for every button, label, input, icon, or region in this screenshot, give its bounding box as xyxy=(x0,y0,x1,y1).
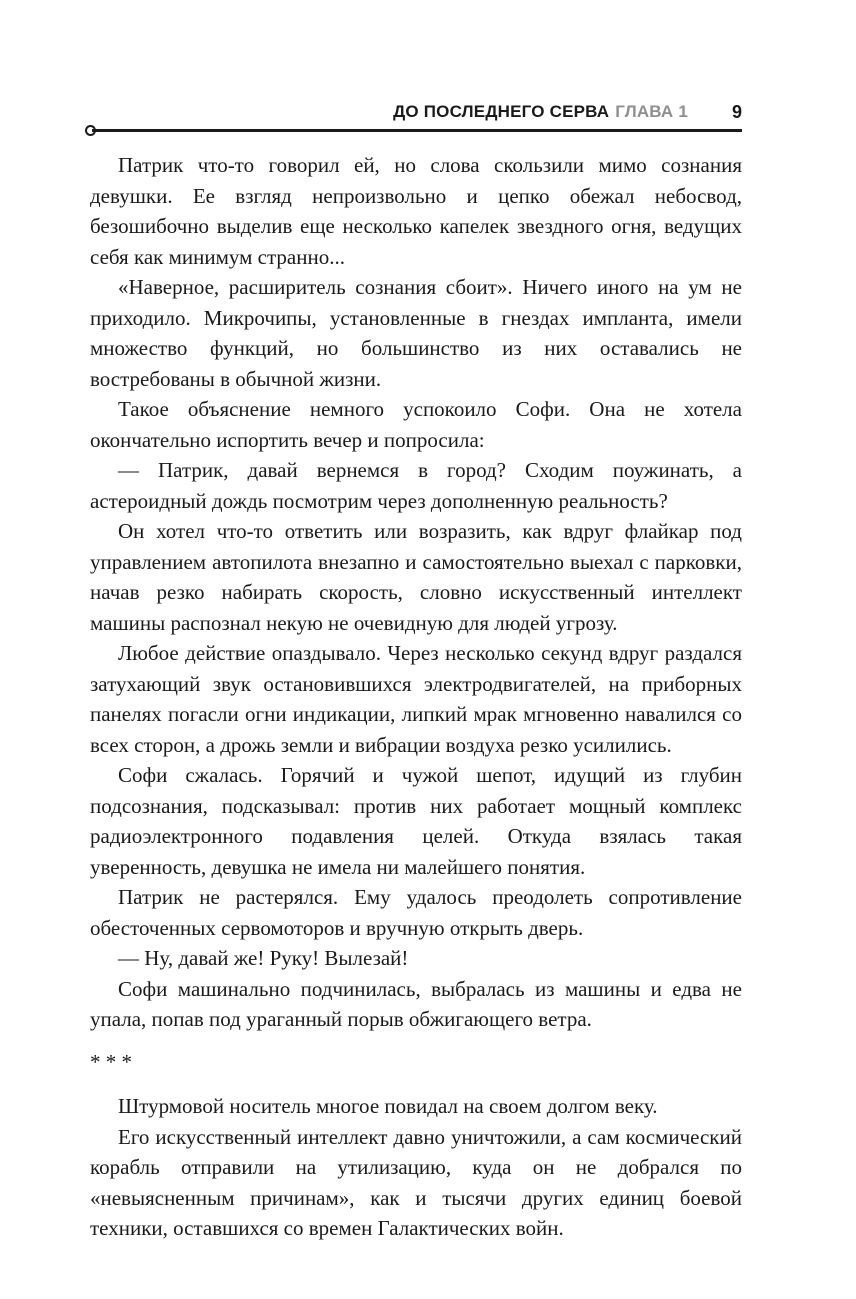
paragraph: Он хотел что-то ответить или возразить, как вдруг флайкар под управлением автопилота внезапно и самостоятельно выехал с парковки, начав резко набирать скорость, словно искусственный интеллект машины распознал некую не очевидную для людей угрозу. xyxy=(90,519,742,635)
header-rule xyxy=(92,129,742,132)
paragraph: Софи машинально подчинилась, выбралась из машины и едва не упала, попав под ураганный порыв обжигающего ветра. xyxy=(90,976,742,1031)
paragraph: Любое действие опаздывало. Через несколько секунд вдруг раздался затухающий звук остановившихся электродвигателей, на приборных панелях погасли огни индикации, липкий мрак мгновенно навалился со всех сторон, а дрожь земли и вибрации воздуха резко усилились. xyxy=(90,641,742,757)
book-title: ДО ПОСЛЕДНЕГО СЕРВА xyxy=(393,102,610,121)
running-head-title xyxy=(393,100,688,124)
section-separator: * * * xyxy=(90,1049,132,1074)
page-number: 9 xyxy=(731,102,742,122)
chapter-label: ГЛАВА 1 xyxy=(615,102,688,121)
paragraph: Его искусственный интеллект давно уничтожили, а сам космический корабль отправили на утилизацию, куда он не добрался по «невыясненным причинам», как и тысячи других единиц боевой техники, оставшихся со времен Галактических войн. xyxy=(90,1124,742,1240)
dialogue-line: — Патрик, давай вернемся в город? Сходим поужинать, а астероидный дождь посмотрим через дополненную реальность? xyxy=(90,458,742,513)
dialogue-line: — Ну, давай же! Руку! Вылезай! xyxy=(118,946,409,970)
paragraph: Патрик не растерялся. Ему удалось преодолеть сопротивление обесточенных сервомоторов и вручную открыть дверь. xyxy=(90,885,742,940)
paragraph: «Наверное, расширитель сознания сбоит». Ничего иного на ум не приходило. Микрочипы, установленные в гнездах импланта, имели множество функций, но большинство из них оставались не востребованы в обычной жизни. xyxy=(90,275,742,391)
running-head xyxy=(90,100,742,124)
paragraph: Патрик что-то говорил ей, но слова скользили мимо сознания девушки. Ее взгляд непроизвольно и цепко обежал небосвод, безошибочно выделив еще несколько капелек звездного огня, ведущих себя как минимум странно... xyxy=(90,153,742,269)
paragraph: Софи сжалась. Горячий и чужой шепот, идущий из глубин подсознания, подсказывал: против них работает мощный комплекс радиоэлектронного подавления целей. Откуда взялась такая уверенность, девушка не имела ни малейшего понятия. xyxy=(90,763,742,879)
body-text xyxy=(90,150,742,1244)
paragraph: Такое объяснение немного успокоило Софи. Она не хотела окончательно испортить вечер и попросила: xyxy=(90,397,742,452)
paragraph: Штурмовой носитель многое повидал на своем долгом веку. xyxy=(118,1094,658,1118)
